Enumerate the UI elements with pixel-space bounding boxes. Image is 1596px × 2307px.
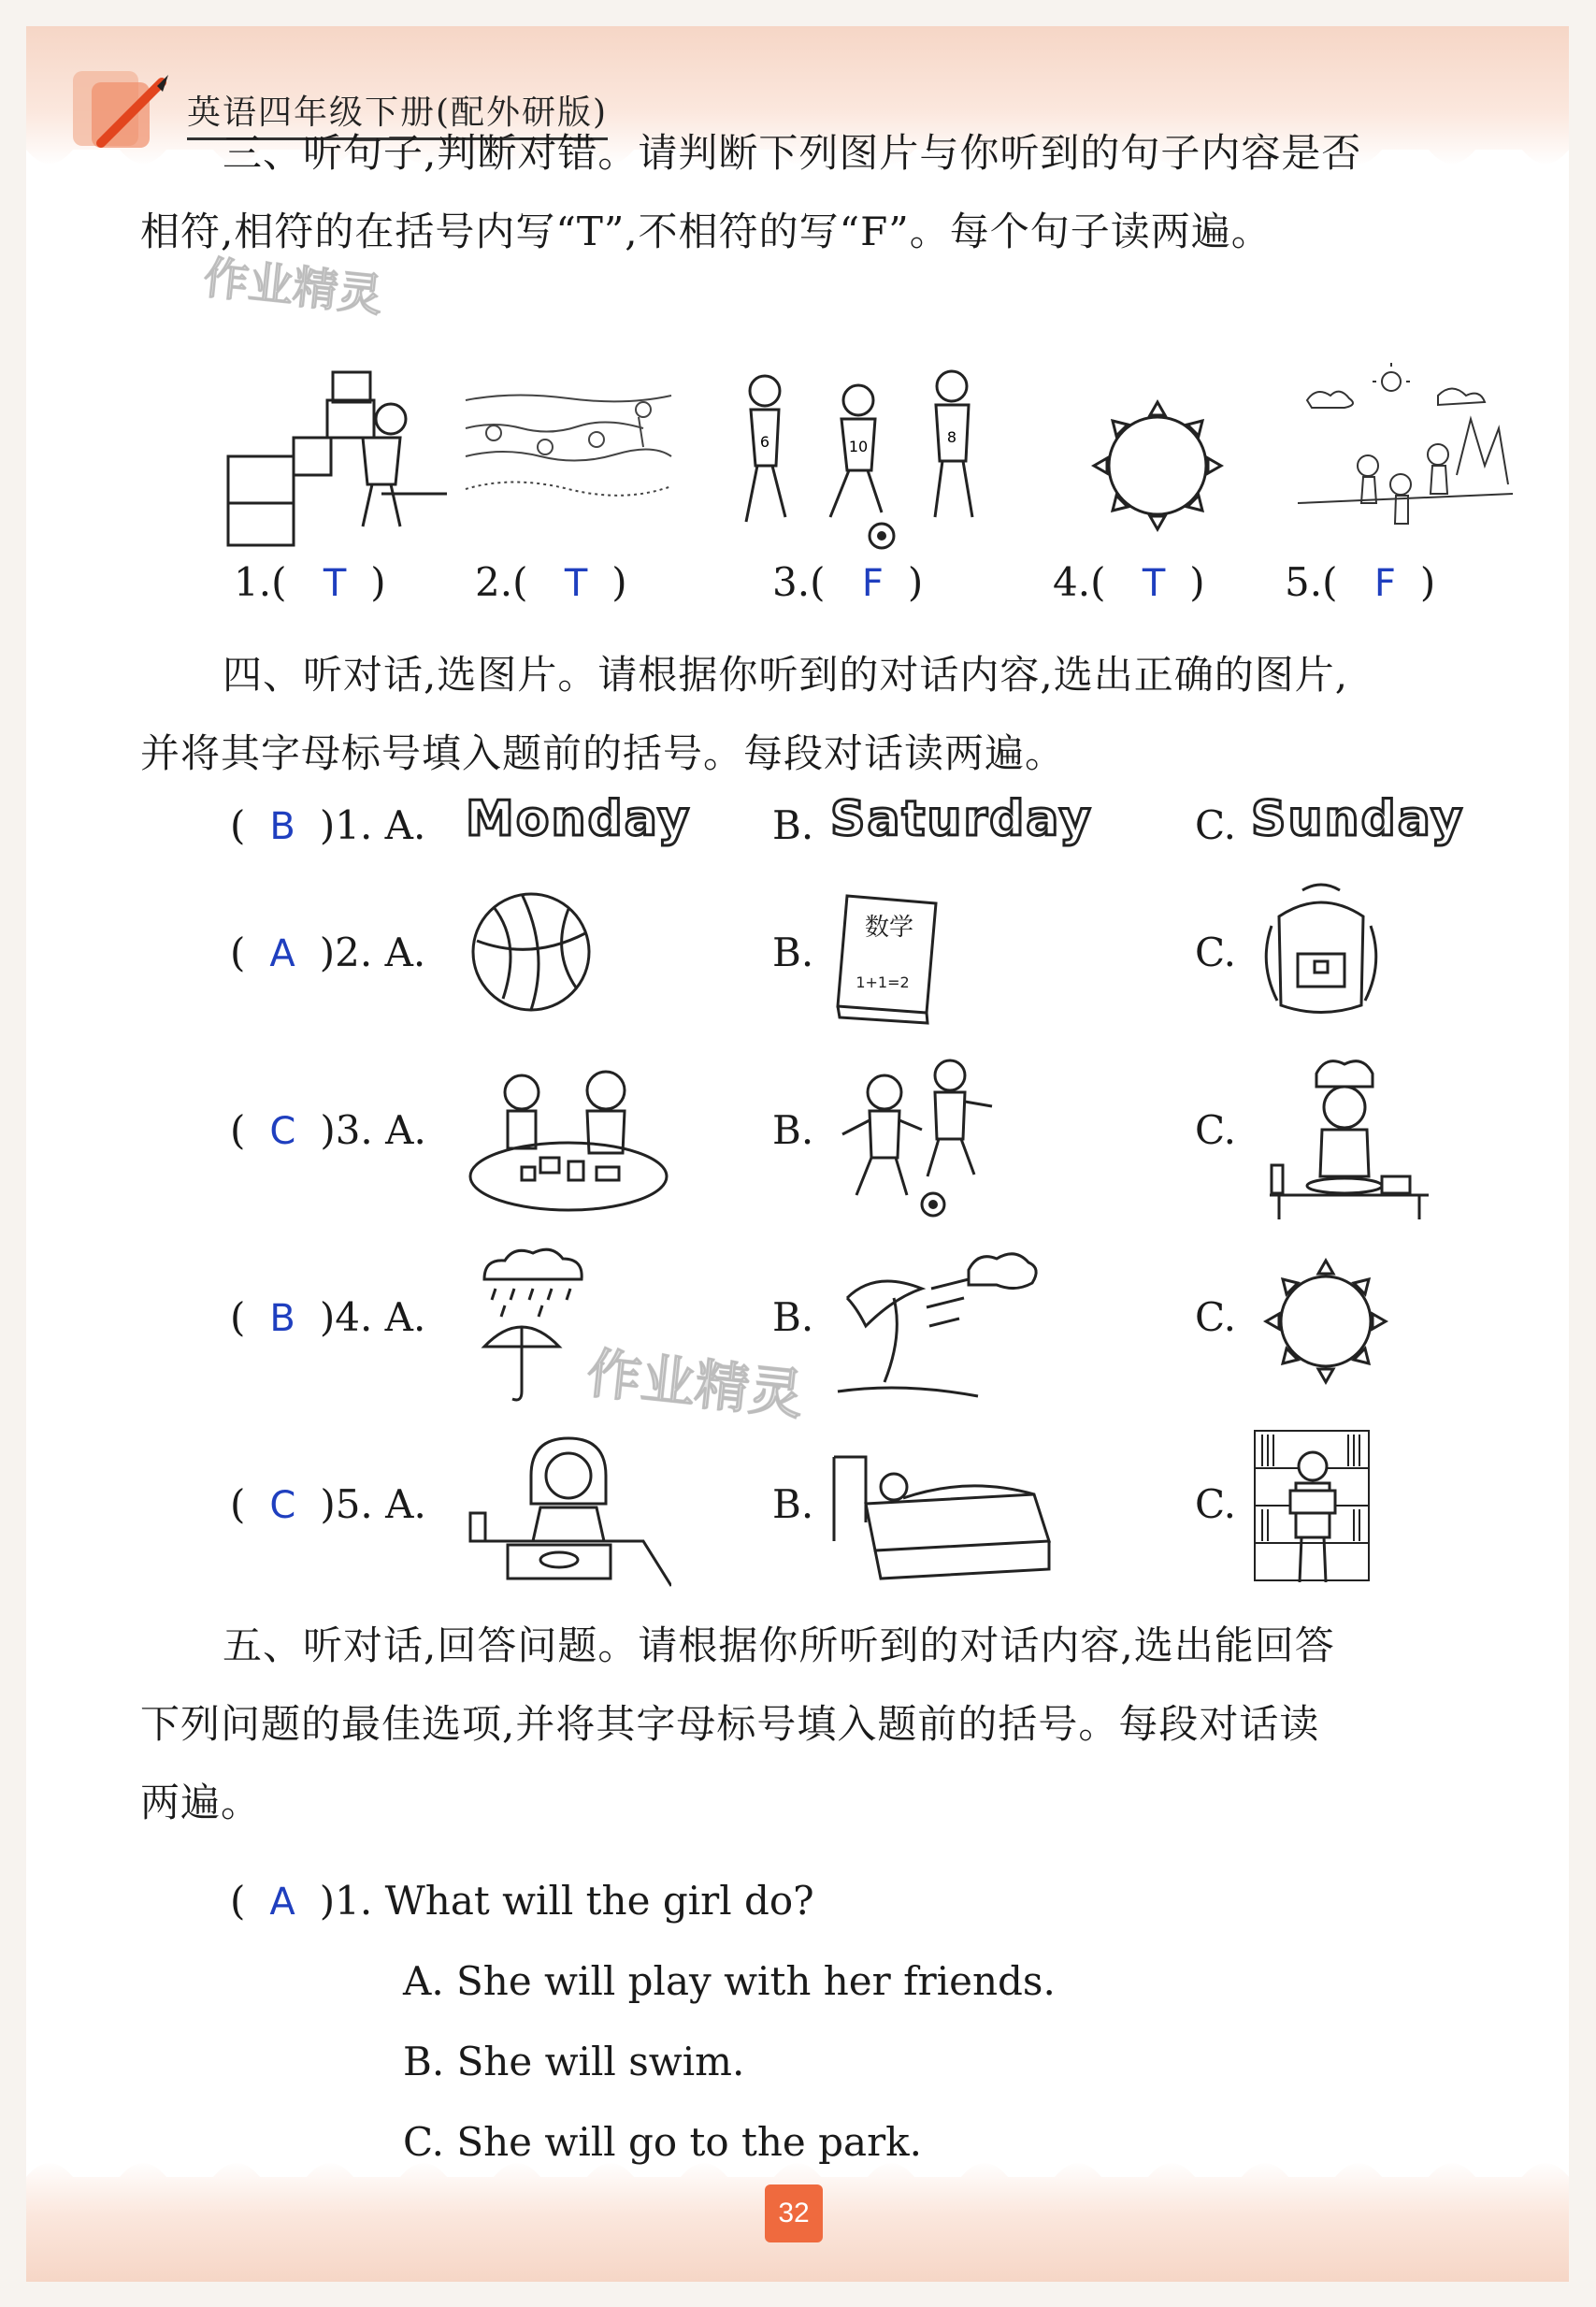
- option-label-c: C.: [1195, 802, 1236, 848]
- open-paren: (: [230, 1107, 246, 1153]
- worksheet-page: [26, 26, 1569, 2282]
- s4-question-3: [230, 1107, 426, 1153]
- section3-instructions: [140, 114, 1505, 271]
- s4-answer[interactable]: C: [269, 1484, 296, 1527]
- section5-title-line3: 两遍。: [140, 1780, 262, 1825]
- s3-item-3: 3.( F ): [772, 559, 924, 605]
- boy-sleeping-picture: [828, 1438, 1053, 1588]
- children-swimming-picture: [456, 363, 681, 550]
- open-paren: (: [271, 559, 287, 605]
- s4-question-4: [230, 1294, 425, 1340]
- watermark: 作业精灵: [583, 1341, 807, 1427]
- s4-question-number: )5.: [320, 1481, 373, 1527]
- schoolbag-icon: [1251, 879, 1391, 1019]
- s5-option-b: B. She will swim.: [403, 2039, 745, 2084]
- s4-question-2: [230, 930, 425, 975]
- s3-item-number: 5.: [1285, 559, 1323, 605]
- s4-question-number: )4.: [319, 1294, 373, 1340]
- s3-answer[interactable]: T: [564, 562, 588, 605]
- s5-question-text: What will the girl do?: [384, 1878, 814, 1924]
- s4-question-number: )3.: [320, 1107, 373, 1153]
- section4-title-line1: 四、听对话,选图片。请根据你听到的对话内容,选出正确的图片,: [223, 652, 1349, 698]
- open-paren: (: [1090, 559, 1106, 605]
- option-label-c: C.: [1195, 1107, 1236, 1153]
- s4-question-5: [230, 1481, 426, 1527]
- option-label-c: C.: [1195, 930, 1236, 975]
- children-running-in-park-picture: [1298, 363, 1513, 550]
- math-book-icon: [828, 887, 950, 1027]
- option-label-c: C.: [1195, 1481, 1236, 1527]
- page-number: 32: [765, 2184, 823, 2242]
- option-label-a: A.: [385, 1107, 426, 1153]
- open-paren: (: [1322, 559, 1338, 605]
- option-label-a: A.: [384, 1294, 426, 1340]
- option-label-b: B.: [772, 930, 814, 975]
- s4-question-1: [230, 802, 425, 848]
- girl-eating-picture: [466, 1429, 671, 1588]
- option-label-b: B.: [772, 1481, 814, 1527]
- option-saturday: Saturday: [830, 791, 1093, 847]
- rainy-weather-icon: [466, 1242, 597, 1410]
- open-paren: (: [230, 930, 246, 975]
- s3-item-1: 1.( T ): [234, 559, 386, 605]
- s3-item-5: 5.( F ): [1285, 559, 1436, 605]
- option-monday: Monday: [466, 791, 692, 847]
- s3-answer[interactable]: T: [1142, 562, 1166, 605]
- s3-item-number: 1.: [234, 559, 272, 605]
- s3-item-number: 3.: [772, 559, 811, 605]
- robot-carrying-boxes-picture: [223, 363, 447, 550]
- section4-instructions: [140, 636, 1505, 793]
- s5-option-a: A. She will play with her friends.: [403, 1958, 1056, 2004]
- section3-title-line2: 相符,相符的在括号内写“T”,不相符的写“F”。每个句子读两遍。: [140, 209, 1272, 254]
- s4-answer[interactable]: C: [269, 1110, 296, 1153]
- open-paren: (: [230, 1878, 246, 1924]
- option-label-c: C.: [1195, 1294, 1236, 1340]
- s3-item-4: 4.( T ): [1053, 559, 1205, 605]
- section5-title-line1: 五、听对话,回答问题。请根据你所听到的对话内容,选出能回答: [223, 1622, 1335, 1668]
- book-title-text: 数学: [864, 914, 914, 942]
- sunny-weather-icon: [1251, 1242, 1401, 1401]
- s3-answer[interactable]: F: [1373, 562, 1396, 605]
- svg-text:8: 8: [946, 428, 957, 446]
- boys-playing-football-picture: [718, 363, 999, 559]
- s5-option-c: C. She will go to the park.: [403, 2119, 922, 2165]
- option-sunday: Sunday: [1251, 791, 1465, 847]
- option-label-a: A.: [385, 1481, 426, 1527]
- sun-picture: [1083, 382, 1232, 550]
- svg-text:6: 6: [759, 433, 770, 451]
- section4-title-line2: 并将其字母标号填入题前的括号。每段对话读两遍。: [140, 730, 1066, 776]
- s4-answer[interactable]: B: [269, 1297, 295, 1340]
- section5-instructions: [140, 1607, 1505, 1842]
- open-paren: (: [230, 802, 246, 848]
- book-sum-text: 1+1=2: [856, 973, 910, 991]
- s4-question-number: )1.: [319, 802, 373, 848]
- girl-reading-in-library-picture: [1251, 1425, 1373, 1593]
- option-label-a: A.: [384, 930, 426, 975]
- s3-item-2: 2.( T ): [475, 559, 627, 605]
- robot-cooking-picture: [1251, 1055, 1438, 1223]
- windy-weather-icon: [828, 1242, 1043, 1410]
- children-playing-with-toys-picture: [466, 1064, 671, 1214]
- s4-question-number: )2.: [319, 930, 373, 975]
- open-paren: (: [810, 559, 826, 605]
- basketball-icon: [466, 887, 597, 1017]
- s5-question-1: [230, 1878, 814, 1924]
- s3-item-number: 2.: [475, 559, 513, 605]
- section5-title-line2: 下列问题的最佳选项,并将其字母标号填入题前的括号。每段对话读: [140, 1701, 1320, 1747]
- s5-answer[interactable]: A: [269, 1881, 295, 1924]
- open-paren: (: [230, 1481, 246, 1527]
- s5-question-number: )1.: [319, 1878, 373, 1924]
- s4-answer[interactable]: B: [269, 805, 295, 848]
- option-label-b: B.: [772, 1294, 814, 1340]
- option-label-b: B.: [772, 1107, 814, 1153]
- robots-playing-football-picture: [828, 1055, 997, 1223]
- s3-answer[interactable]: T: [323, 562, 347, 605]
- svg-text:10: 10: [848, 438, 869, 455]
- book-title: 英语四年级下册(配外研版): [187, 86, 608, 140]
- option-label-a: A.: [384, 802, 426, 848]
- s3-item-number: 4.: [1053, 559, 1091, 605]
- watermark: 作业精灵: [201, 252, 385, 323]
- s3-answer[interactable]: F: [861, 562, 884, 605]
- option-label-b: B.: [772, 802, 814, 848]
- s4-answer[interactable]: A: [269, 932, 295, 975]
- open-paren: (: [230, 1294, 246, 1340]
- open-paren: (: [512, 559, 528, 605]
- section3-title-line1: 三、听句子,判断对错。请判断下列图片与你听到的句子内容是否: [223, 130, 1362, 176]
